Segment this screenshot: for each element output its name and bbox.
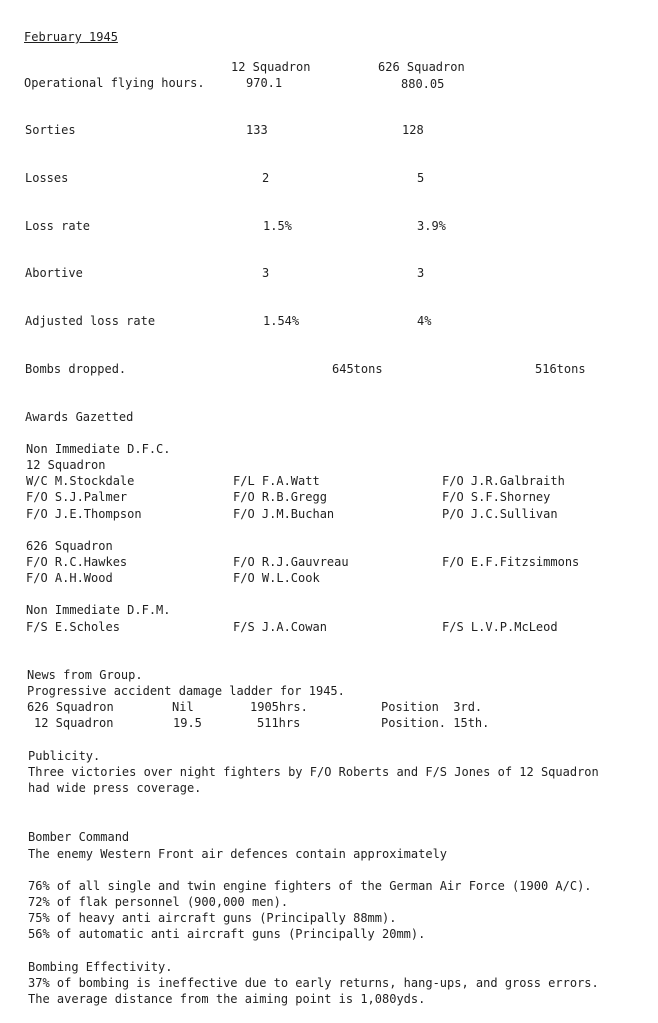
stat-label: Losses xyxy=(25,171,69,185)
stat-value-626: 516tons xyxy=(535,362,586,376)
ladder-hours: 1905hrs. xyxy=(250,700,308,714)
stat-label: Sorties xyxy=(25,123,76,137)
stat-value-12: 1.54% xyxy=(263,314,300,328)
award-name: F/O A.H.Wood xyxy=(26,571,113,585)
award-name: F/L F.A.Watt xyxy=(233,474,320,488)
award-name: W/C M.Stockdale xyxy=(26,474,135,488)
ladder-value: 19.5 xyxy=(173,716,202,730)
stat-value-626: 3.9% xyxy=(417,219,446,233)
stat-label: Loss rate xyxy=(25,219,91,233)
award-name: F/O J.M.Buchan xyxy=(233,507,335,521)
award-name: F/O R.C.Hawkes xyxy=(26,555,128,569)
stat-value-626: 5 xyxy=(417,171,425,185)
awards-title: Awards Gazetted xyxy=(25,410,134,424)
award-name: F/O J.R.Galbraith xyxy=(442,474,565,488)
news-title: News from Group. xyxy=(27,668,143,682)
stat-label: Operational flying hours. xyxy=(24,76,205,90)
award-name: F/O R.B.Gregg xyxy=(233,490,327,504)
award-name: F/O R.J.Gauvreau xyxy=(233,555,349,569)
news-subtitle: Progressive accident damage ladder for 1945. xyxy=(27,684,345,698)
effectivity-line: 37% of bombing is ineffective due to early returns, hang-ups, and gross errors. xyxy=(28,976,599,990)
award-name: F/S L.V.P.McLeod xyxy=(442,620,558,634)
ladder-value: Nil xyxy=(172,700,194,714)
stat-label: Bombs dropped. xyxy=(25,362,127,376)
stat-value-12: 133 xyxy=(246,123,268,137)
stat-value-12: 1.5% xyxy=(263,219,292,233)
stat-value-626: 4% xyxy=(417,314,432,328)
bomber-line: 56% of automatic anti aircraft guns (Principally 20mm). xyxy=(28,927,426,941)
bomber-line: 76% of all single and twin engine fighters of the German Air Force (1900 A/C). xyxy=(28,879,592,893)
dfm-title: Non Immediate D.F.M. xyxy=(26,603,171,617)
stat-label: Abortive xyxy=(25,266,83,280)
stat-value-12: 2 xyxy=(262,171,270,185)
award-name: P/O J.C.Sullivan xyxy=(442,507,558,521)
publicity-title: Publicity. xyxy=(28,749,101,763)
effectivity-line: The average distance from the aiming point is 1,080yds. xyxy=(28,992,426,1006)
award-name: F/O S.J.Palmer xyxy=(26,490,128,504)
stat-value-626: 880.05 xyxy=(401,77,445,91)
ladder-hours: 511hrs xyxy=(257,716,301,730)
bomber-line: 75% of heavy anti aircraft guns (Principally 88mm). xyxy=(28,911,397,925)
bomber-line: 72% of flak personnel (900,000 men). xyxy=(28,895,289,909)
ladder-position: Position 3rd. xyxy=(381,700,483,714)
publicity-line: Three victories over night fighters by F/O Roberts and F/S Jones of 12 Squadron xyxy=(28,765,599,779)
award-name: F/O E.F.Fitzsimmons xyxy=(442,555,580,569)
column-header-12-squadron: 12 Squadron xyxy=(231,60,311,74)
award-name: F/S E.Scholes xyxy=(26,620,120,634)
dfc-title: Non Immediate D.F.C. xyxy=(26,442,171,456)
ladder-squadron: 626 Squadron xyxy=(27,700,114,714)
stat-label: Adjusted loss rate xyxy=(25,314,156,328)
stat-value-626: 128 xyxy=(402,123,424,137)
stat-value-12: 3 xyxy=(262,266,270,280)
sq12-title: 12 Squadron xyxy=(26,458,106,472)
ladder-squadron: 12 Squadron xyxy=(34,716,114,730)
stat-value-12: 645tons xyxy=(332,362,383,376)
sq626-title: 626 Squadron xyxy=(26,539,113,553)
bomber-title: Bomber Command xyxy=(28,830,130,844)
award-name: F/S J.A.Cowan xyxy=(233,620,327,634)
award-name: F/O W.L.Cook xyxy=(233,571,320,585)
stat-value-626: 3 xyxy=(417,266,425,280)
stat-value-12: 970.1 xyxy=(246,76,283,90)
ladder-position: Position. 15th. xyxy=(381,716,490,730)
publicity-line: had wide press coverage. xyxy=(28,781,202,795)
bomber-intro: The enemy Western Front air defences contain approximately xyxy=(28,847,448,861)
award-name: F/O J.E.Thompson xyxy=(26,507,142,521)
effectivity-title: Bombing Effectivity. xyxy=(28,960,173,974)
column-header-626-squadron: 626 Squadron xyxy=(378,60,465,74)
page-title: February 1945 xyxy=(24,30,118,44)
award-name: F/O S.F.Shorney xyxy=(442,490,551,504)
